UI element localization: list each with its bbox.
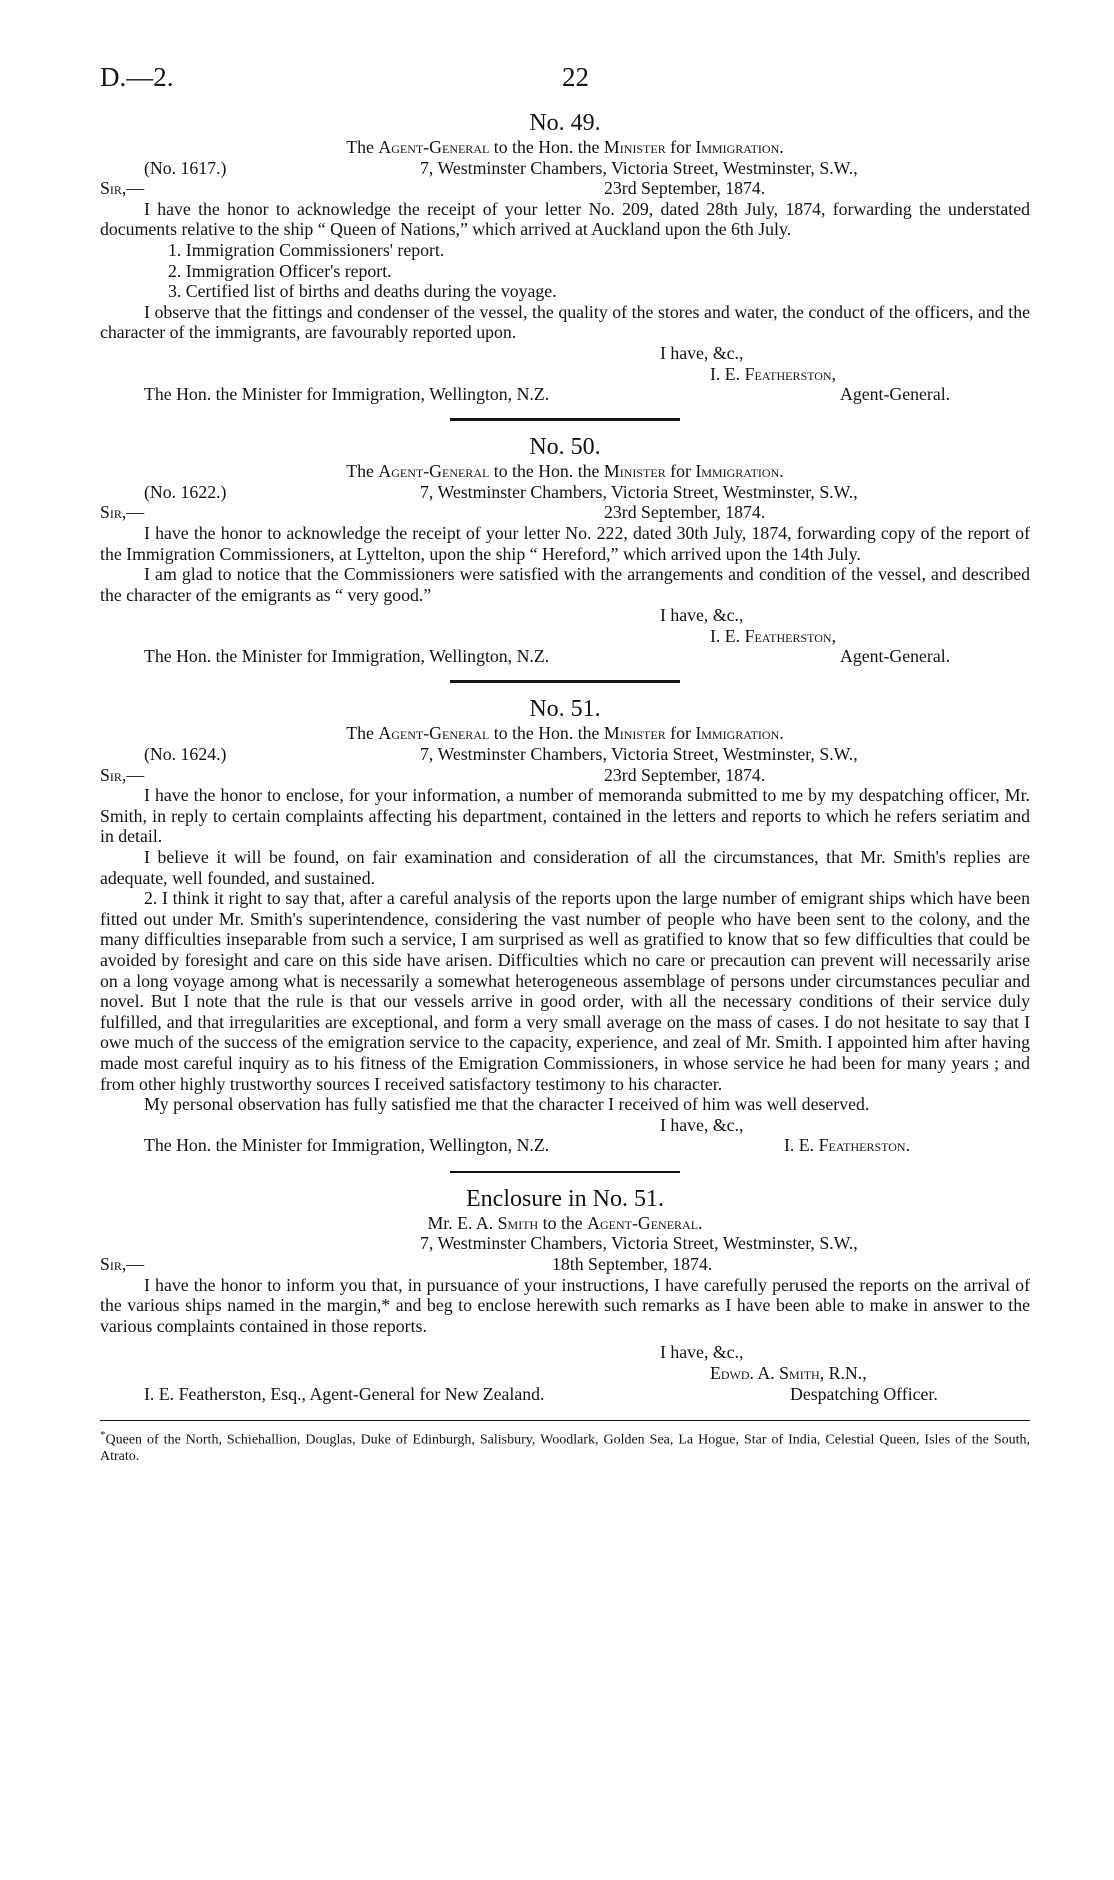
letter-subtitle (100, 461, 1030, 482)
subtitle-department: Immigration (695, 137, 780, 157)
subtitle-department: Immigration (695, 461, 780, 482)
subtitle-text: for (665, 723, 696, 744)
subtitle-recipient: Minister (603, 461, 666, 482)
letter-ref-row (100, 482, 1030, 503)
letter-number: (No. 1617.) (144, 157, 227, 178)
letter-title: No. 50. (529, 434, 601, 461)
letter-address: 7, Westminster Chambers, Victoria Street, Westminster, S.W., (420, 157, 858, 178)
salutation: Sir,— (100, 1254, 145, 1275)
letter-ref-row (100, 744, 1030, 765)
document-reference: D.—2. (100, 62, 174, 92)
subtitle-text: Mr. (427, 1212, 458, 1233)
addressee-row (100, 1135, 1030, 1157)
paragraph: I am glad to notice that the Commissioners were satisfied with the arrangements and condition of the vessel, and described the character of the emigrants as “ very good.” (100, 564, 1030, 605)
letter-date: 23rd September, 1874. (604, 502, 766, 523)
letter-address: 7, Westminster Chambers, Victoria Street, Westminster, S.W., (420, 481, 858, 502)
closing: I have, &c., (660, 342, 744, 363)
footnote-text: Queen of the North, Schiehallion, Douglas, Duke of Edinburgh, Salisbury, Woodlark, Golden Sea, La Hogue, Star of India, Celestial Queen, Isles of the South, Atrato. (100, 1432, 1030, 1465)
addressee-row (100, 646, 1030, 668)
list-item: 2. Immigration Officer's report. (168, 260, 392, 281)
letter-date: 23rd September, 1874. (604, 178, 766, 199)
closing: I have, &c., (660, 1342, 744, 1363)
enclosure-51 (100, 1185, 1030, 1406)
signature: I. E. Featherston. (784, 1135, 911, 1156)
subtitle-text: The (346, 137, 379, 157)
salutation-row (100, 178, 1030, 199)
closing: I have, &c., (660, 605, 744, 626)
footnote (100, 1427, 1030, 1466)
signer-office: Despatching Officer. (790, 1383, 938, 1404)
letter-address: 7, Westminster Chambers, Victoria Street, Westminster, S.W., (420, 744, 858, 765)
subtitle-department: Immigration (695, 723, 780, 744)
closing: I have, &c., (660, 1114, 744, 1135)
footnote-divider (100, 1420, 1030, 1421)
paragraph: I have the honor to inform you that, in pursuance of your instructions, I have carefully perused the reports on the arrival of the various ships named in the margin,* and beg to enclose herewith such remarks as I have been able to make in answer to the various complaints contained in those reports. (100, 1274, 1030, 1336)
subtitle-text: The (346, 723, 379, 744)
subtitle-text: . (698, 1212, 703, 1233)
subtitle-sender: Agent-General (378, 723, 490, 744)
letter-ref-row (100, 158, 1030, 179)
addressee-row (100, 384, 1030, 406)
subtitle-text: . (779, 723, 784, 744)
letter-subtitle (100, 723, 1030, 744)
subtitle-text: . (779, 137, 784, 157)
list-item: 1. Immigration Commissioners' report. (168, 239, 445, 260)
paragraph: I have the honor to acknowledge the receipt of your letter No. 222, dated 30th July, 1874, forwarding copy of the report of the Immigration Commissioners, at Lyttelton, upon the ship “ Hereford,” which arrived upon the 14th July. (100, 522, 1030, 564)
paragraph: I have the honor to acknowledge the receipt of your letter No. 209, dated 28th July, 1874, forwarding the understated documents relative to the ship “ Queen of Nations,” which arrived at Auckland upon the 6th July. (100, 198, 1030, 240)
letter-title: No. 51. (529, 696, 601, 723)
addressee: I. E. Featherston, Esq., Agent-General for New Zealand. (144, 1383, 545, 1404)
signer-office: Agent-General. (840, 384, 951, 405)
letter-address: 7, Westminster Chambers, Victoria Street, Westminster, S.W., (420, 1233, 858, 1254)
salutation: Sir,— (100, 502, 145, 523)
subtitle-sender: E. A. Smith (457, 1212, 539, 1233)
section-divider (450, 1171, 680, 1173)
addressee: The Hon. the Minister for Immigration, Wellington, N.Z. (144, 384, 550, 405)
subtitle-text: to the (538, 1212, 588, 1233)
subtitle-text: to the Hon. the (489, 461, 604, 482)
page-header (100, 62, 1014, 96)
list-item: 3. Certified list of births and deaths during the voyage. (168, 281, 557, 302)
page-number: 22 (562, 62, 589, 92)
addressee-row (100, 1384, 1030, 1406)
letter-subtitle (100, 137, 1030, 158)
subtitle-text: to the Hon. the (489, 723, 604, 744)
letter-number: (No. 1624.) (144, 744, 227, 765)
addressee: The Hon. the Minister for Immigration, Wellington, N.Z. (144, 646, 550, 667)
subtitle-recipient: Minister (603, 137, 666, 157)
letter-title: No. 49. (529, 110, 601, 136)
signature: Edwd. A. Smith, R.N., (710, 1363, 867, 1383)
letter-date: 18th September, 1874. (552, 1254, 713, 1275)
salutation-row (100, 1254, 1030, 1275)
salutation: Sir,— (100, 764, 145, 785)
letter-51 (100, 695, 1030, 1157)
section-divider (450, 418, 680, 421)
letter-50 (100, 433, 1030, 668)
salutation-row (100, 502, 1030, 523)
letter-date: 23rd September, 1874. (604, 764, 766, 785)
signer-office: Agent-General. (840, 646, 951, 667)
subtitle-text: for (665, 461, 696, 482)
footnote-mark: * (100, 1428, 106, 1441)
letter-49 (100, 109, 1030, 406)
subtitle-sender: Agent-General (378, 461, 490, 482)
subtitle-text: The (346, 461, 379, 482)
addressee: The Hon. the Minister for Immigration, Wellington, N.Z. (144, 1135, 550, 1156)
paragraph: I observe that the fittings and condenser of the vessel, the quality of the stores and water, the conduct of the officers, and the character of the immigrants, are favourably reported upon. (100, 301, 1030, 343)
page-content (100, 105, 1030, 1465)
paragraph: I believe it will be found, on fair examination and consideration of all the circumstances, that Mr. Smith's replies are adequate, well founded, and sustained. (100, 847, 1030, 888)
paragraph: 2. I think it right to say that, after a careful analysis of the reports upon the large number of emigrant ships which have been fitted out under Mr. Smith's superintendence, considering the vast number of people who have been sent to the colony, and the many difficulties inseparable from such a service, I am surprised as well as gratified to know that so few difficulties that could be avoided by foresight and care on this side have arisen. Difficulties which no care or precaution can prevent will necessarily arise on a long voyage among what is necessarily a somewhat heterogeneous assemblage of persons under circumstances peculiar and novel. But I note that the rule is that our vessels arrive in good order, with all the necessary conditions of their service duly fulfilled, and that irregularities are exceptional, and form a very small average on the mass of cases. I do not hesitate to say that I owe much of the success of the emigration service to the capacity, experience, and zeal of Mr. Smith. I appointed him after having made most careful inquiry as to his fitness of the Emigration Commissioners, in whose service he had been for many years ; and from other highly trustworthy sources I received satisfactory testimony to his character. (100, 888, 1030, 1094)
subtitle-text: . (779, 461, 784, 482)
paragraph: My personal observation has fully satisfied me that the character I received of him was well deserved. (144, 1094, 870, 1115)
subtitle-sender: Agent-General (378, 137, 490, 157)
subtitle-recipient: Agent-General (587, 1212, 699, 1233)
subtitle-text: for (665, 137, 696, 157)
signature: I. E. Featherston, (710, 363, 837, 384)
enclosure-title: Enclosure in No. 51. (466, 1185, 664, 1212)
document-list (100, 240, 1030, 302)
signature: I. E. Featherston, (710, 625, 837, 646)
subtitle-text: to the Hon. the (489, 137, 604, 157)
paragraph: I have the honor to enclose, for your information, a number of memoranda submitted to me by my despatching officer, Mr. Smith, in reply to certain complaints affecting his department, contained in the letters and reports to which he refers seriatim and in detail. (100, 785, 1030, 847)
letter-number: (No. 1622.) (144, 481, 227, 502)
enclosure-subtitle (100, 1213, 1030, 1234)
subtitle-recipient: Minister (603, 723, 666, 744)
salutation-row (100, 765, 1030, 786)
section-divider (450, 680, 680, 683)
salutation: Sir,— (100, 178, 145, 199)
